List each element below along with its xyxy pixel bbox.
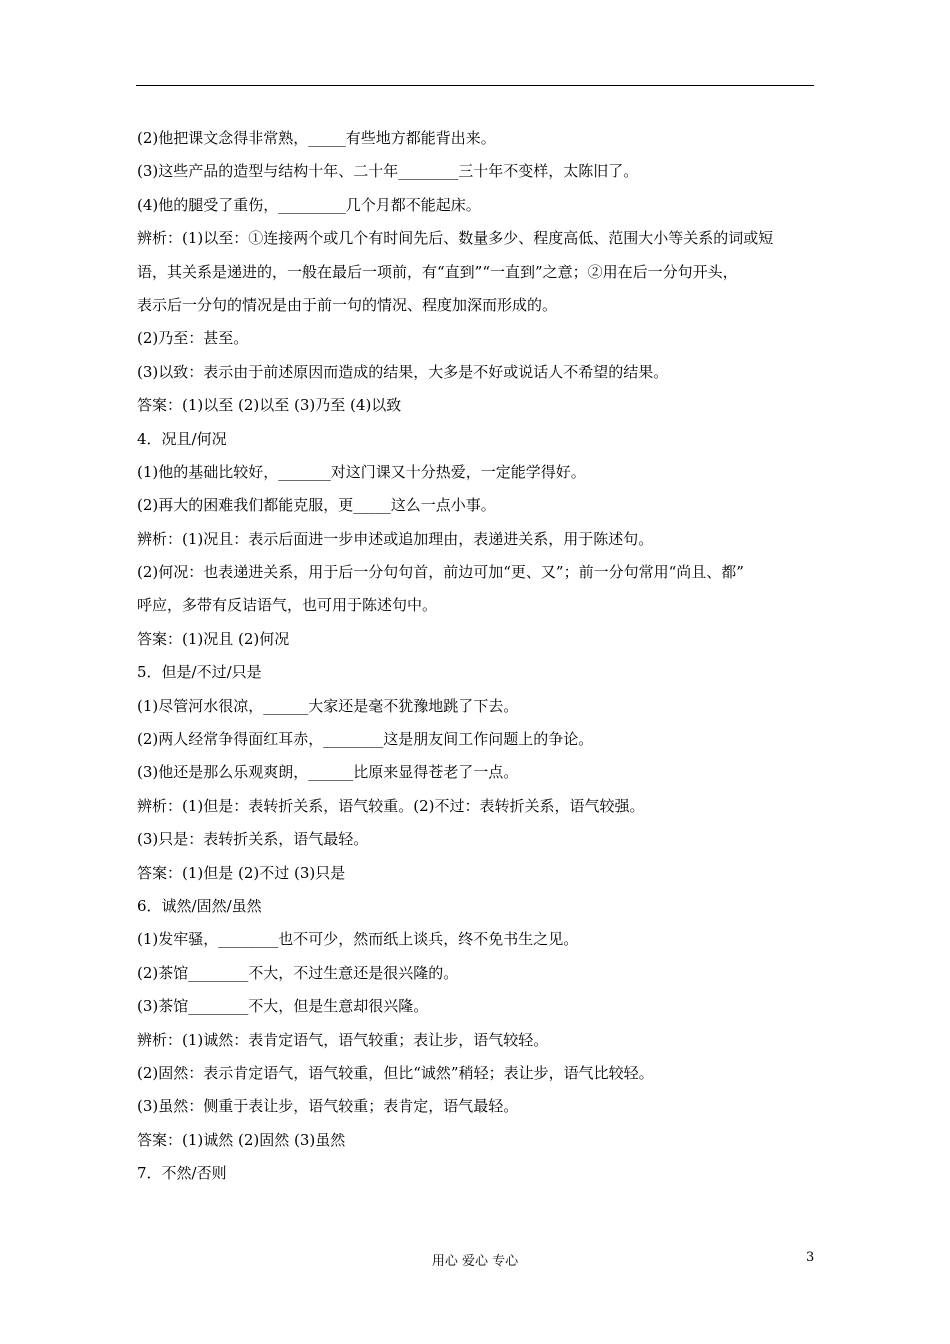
text-line: (3)虽然：侧重于表让步，语气较重；表肯定，语气最轻。 [137, 1097, 519, 1116]
text-line: (2)茶馆________不大，不过生意还是很兴隆的。 [137, 963, 459, 982]
text-line: (4)他的腿受了重伤，_________几个月都不能起床。 [137, 195, 481, 214]
section-heading: 5．但是/不过/只是 [137, 663, 262, 682]
text-line: (1)发牢骚，________也不可少，然而纸上谈兵，终不免书生之见。 [137, 930, 579, 949]
text-line: 语，其关系是递进的，一般在最后一项前，有“直到”“一直到”之意；②用在后一分句开头， [137, 262, 738, 281]
text-line: (1)尽管河水很凉，______大家还是毫不犹豫地跳了下去。 [137, 696, 519, 715]
section-heading: 7．不然/否则 [137, 1164, 227, 1183]
text-line: (3)这些产品的造型与结构十年、二十年________三十年不变样，太陈旧了。 [137, 162, 639, 181]
text-line: 呼应，多带有反诘语气，也可用于陈述句中。 [137, 596, 438, 615]
page-number: 3 [806, 1250, 815, 1265]
text-line: (1)他的基础比较好，_______对这门课又十分热爱，一定能学得好。 [137, 462, 586, 481]
text-line: (3)只是：表转折关系，语气最轻。 [137, 830, 369, 849]
text-line: 辨析：(1)况且：表示后面进一步申述或追加理由，表递进关系，用于陈述句。 [137, 529, 654, 548]
text-line: 辨析：(1)但是：表转折关系，语气较重。(2)不过：表转折关系，语气较强。 [137, 796, 645, 815]
text-line: (3)他还是那么乐观爽朗，______比原来显得苍老了一点。 [137, 763, 519, 782]
text-line: (2)乃至：甚至。 [137, 329, 249, 348]
text-line: (2)何况：也表递进关系，用于后一分句句首，前边可加“更、又”；前一分句常用“尚且、都” [137, 563, 744, 582]
text-line: (3)茶馆________不大，但是生意却很兴隆。 [137, 997, 429, 1016]
section-heading: 4．况且/何况 [137, 429, 227, 448]
section-heading: 6．诚然/固然/虽然 [137, 896, 262, 915]
answer-line: 答案：(1)况且 (2)何况 [137, 629, 290, 648]
text-line: 辨析：(1)以至：①连接两个或几个有时间先后、数量多少、程度高低、范围大小等关系的词或短 [137, 229, 774, 248]
answer-line: 答案：(1)但是 (2)不过 (3)只是 [137, 863, 346, 882]
footer-slogan: 用心 爱心 专心 [431, 1254, 519, 1269]
text-line: (2)他把课文念得非常熟，_____有些地方都能背出来。 [137, 129, 496, 147]
text-line: (2)再大的困难我们都能克服，更_____这么一点小事。 [137, 496, 496, 515]
text-line: 辨析：(1)诚然：表肯定语气，语气较重；表让步，语气较轻。 [137, 1030, 549, 1049]
answer-line: 答案：(1)以至 (2)以至 (3)乃至 (4)以致 [137, 396, 402, 415]
answer-line: 答案：(1)诚然 (2)固然 (3)虽然 [137, 1130, 346, 1149]
document-body [137, 127, 837, 1196]
header-rule [136, 85, 814, 86]
text-line: (2)两人经常争得面红耳赤，________这是朋友间工作问题上的争论。 [137, 730, 594, 749]
text-line: 表示后一分句的情况是由于前一句的情况、程度加深而形成的。 [137, 295, 558, 314]
text-line: (3)以致：表示由于前述原因而造成的结果，大多是不好或说话人不希望的结果。 [137, 362, 669, 381]
text-line: (2)固然：表示肯定语气，语气较重，但比“诚然”稍轻；表让步，语气比较轻。 [137, 1063, 654, 1082]
